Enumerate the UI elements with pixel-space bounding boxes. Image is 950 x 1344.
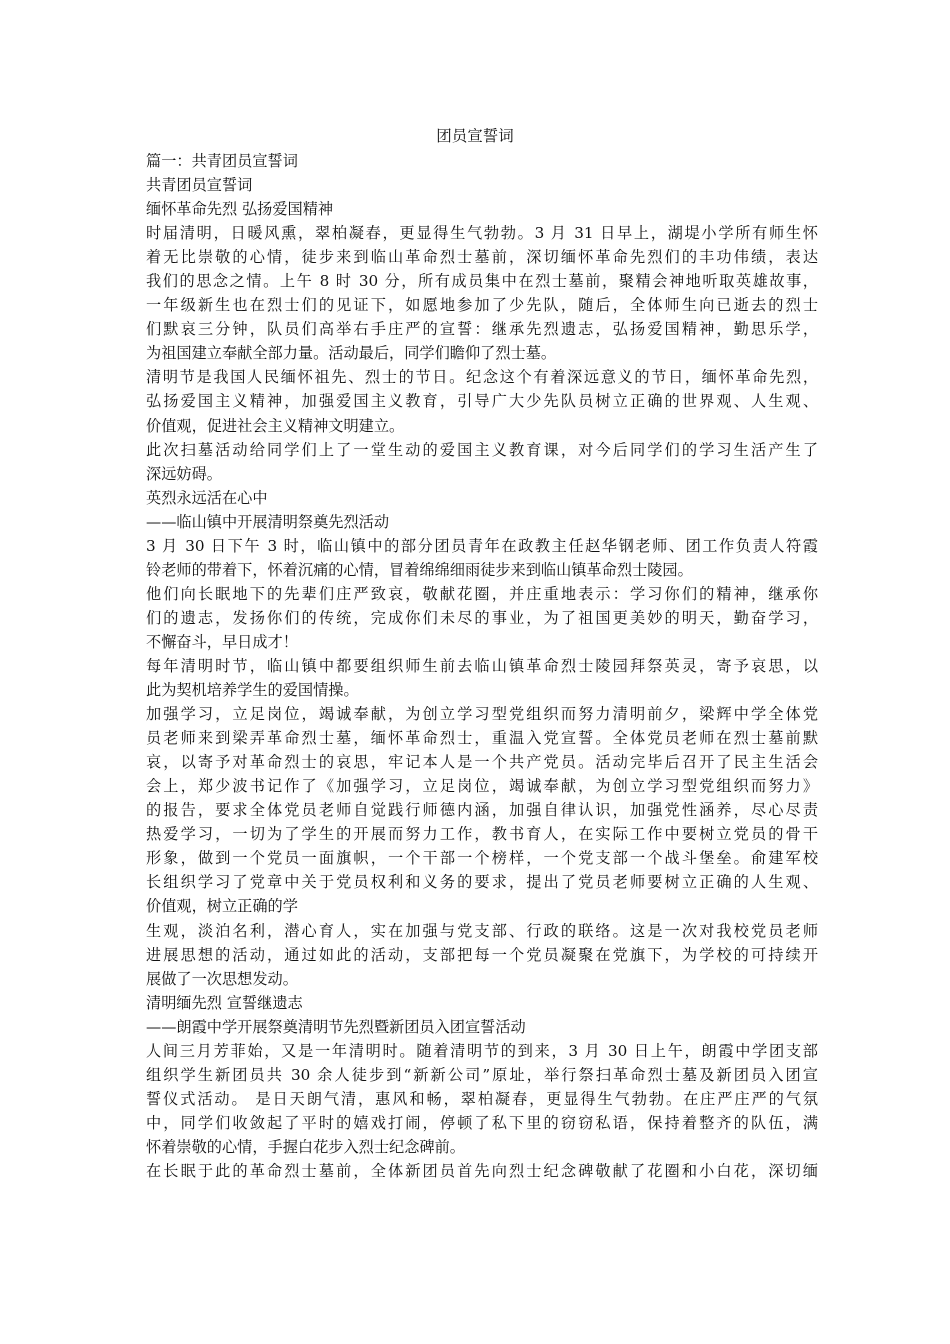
text-line: 哀，以寄予对革命烈士的哀思，牢记本人是一个共产党员。活动完毕后召开了民主生活会: [146, 753, 818, 772]
text-line: 他们向长眠地下的先辈们庄严致哀，敬献花圈，并庄重地表示：学习你们的精神，继承你: [146, 584, 818, 603]
text-line: 展做了一次思想发动。: [146, 969, 298, 988]
text-line: 中，同学们收敛起了平时的嬉戏打闹，停顿了私下里的窃窃私语，保持着整齐的队伍，满: [146, 1113, 818, 1132]
text-line: 的报告，要求全体党员老师自觉践行师德内涵，加强自律认识，加强党性涵养，尽心尽责: [146, 801, 818, 820]
text-line: 们默哀三分钟，队员们高举右手庄严的宣誓：继承先烈遗志，弘扬爱国精神，勤思乐学，: [146, 320, 818, 339]
text-line: 价值观，树立正确的学: [146, 897, 298, 916]
text-line: 缅怀革命先烈 弘扬爱国精神: [146, 200, 334, 219]
text-line: 在长眠于此的革命烈士墓前，全体新团员首先向烈士纪念碑敬献了花圈和小白花，深切缅: [146, 1161, 818, 1180]
text-line: 长组织学习了党章中关于党员权利和义务的要求，提出了党员老师要树立正确的人生观、: [146, 873, 818, 892]
text-line: 员老师来到梁弄革命烈士墓，缅怀革命烈士，重温入党宣誓。全体党员老师在烈士墓前默: [146, 729, 818, 748]
text-line: 清明节是我国人民缅怀祖先、烈士的节日。纪念这个有着深远意义的节日，缅怀革命先烈，: [146, 368, 818, 387]
document-title: 团员宣誓词: [436, 127, 514, 145]
text-line: 时届清明，日暖风熏，翠柏凝春，更显得生气勃勃。3 月 31 日早上，湖堤小学所有师生怀: [146, 224, 818, 243]
text-line: 共青团员宣誓词: [146, 176, 253, 195]
text-line: 不懈奋斗，早日成才！: [146, 632, 298, 651]
text-line: 篇一：共青团员宣誓词: [146, 152, 298, 170]
text-line: 弘扬爱国主义精神，加强爱国主义教育，引导广大少先队员树立正确的世界观、人生观、: [146, 392, 818, 411]
text-line: 们的遗志，发扬你们的传统，完成你们未尽的事业，为了祖国更美妙的明天，勤奋学习，: [146, 608, 818, 627]
text-line: 誓仪式活动。 是日天朗气清，惠风和畅，翠柏凝春，更显得生气勃勃。在庄严庄严的气氛: [146, 1089, 818, 1108]
text-line: 我们的思念之情。上午 8 时 30 分，所有成员集中在烈士墓前，聚精会神地听取英雄故事，: [146, 272, 818, 291]
text-line: ——朗霞中学开展祭奠清明节先烈暨新团员入团宣誓活动: [146, 1017, 526, 1036]
text-line: ——临山镇中开展清明祭奠先烈活动: [146, 512, 389, 531]
text-line: 生观，淡泊名利，潜心育人，实在加强与党支部、行政的联络。这是一次对我校党员老师: [146, 921, 818, 940]
text-line: 清明缅先烈 宣誓继遗志: [146, 993, 303, 1012]
document-body: [146, 149, 818, 1183]
text-line: 此为契机培养学生的爱国情操。: [146, 681, 359, 700]
text-line: 怀着崇敬的心情，手握白花步入烈士纪念碑前。: [146, 1137, 465, 1156]
text-line: 每年清明时节，临山镇中都要组织师生前去临山镇革命烈士陵园拜祭英灵，寄予哀思，以: [146, 656, 818, 675]
text-line: 3 月 30 日下午 3 时，临山镇中的部分团员青年在政教主任赵华钢老师、团工作负责人符霞: [146, 536, 818, 555]
text-line: 价值观，促进社会主义精神文明建立。: [146, 416, 405, 435]
text-line: 为祖国建立奉献全部力量。活动最后，同学们瞻仰了烈士墓。: [146, 344, 557, 363]
text-line: 铃老师的带着下，怀着沉痛的心情，冒着绵绵细雨徒步来到临山镇革命烈士陵园。: [146, 560, 693, 579]
text-line: 着无比崇敬的心情，徒步来到临山革命烈士墓前，深切缅怀革命先烈们的丰功伟绩，表达: [146, 248, 818, 267]
text-line: 加强学习，立足岗位，竭诚奉献，为创立学习型党组织而努力清明前夕，梁辉中学全体党: [146, 705, 818, 724]
text-line: 英烈永远活在心中: [146, 488, 268, 507]
text-line: 进展思想的活动，通过如此的活动，支部把每一个党员凝聚在党旗下，为学校的可持续开: [146, 945, 818, 964]
text-line: 组织学生新团员共 30 余人徒步到“新新公司”原址，举行祭扫革命烈士墓及新团员入团宣: [146, 1065, 818, 1084]
text-line: 热爱学习，一切为了学生的开展而努力工作，教书育人，在实际工作中要树立党员的骨干: [146, 825, 818, 844]
text-line: 会上，郑少波书记作了《加强学习，立足岗位，竭诚奉献，为创立学习型党组织而努力》: [146, 777, 818, 796]
text-line: 深远妨碍。: [146, 464, 222, 483]
text-line: 形象，做到一个党员一面旗帜，一个干部一个榜样，一个党支部一个战斗堡垒。俞建军校: [146, 849, 818, 868]
text-line: 一年级新生也在烈士们的见证下，如愿地参加了少先队，随后，全体师生向已逝去的烈士: [146, 296, 818, 315]
text-line: 此次扫墓活动给同学们上了一堂生动的爱国主义教育课，对今后同学们的学习生活产生了: [146, 440, 818, 459]
text-line: 人间三月芳菲始，又是一年清明时。随着清明节的到来，3 月 30 日上午，朗霞中学团支部: [146, 1041, 818, 1060]
